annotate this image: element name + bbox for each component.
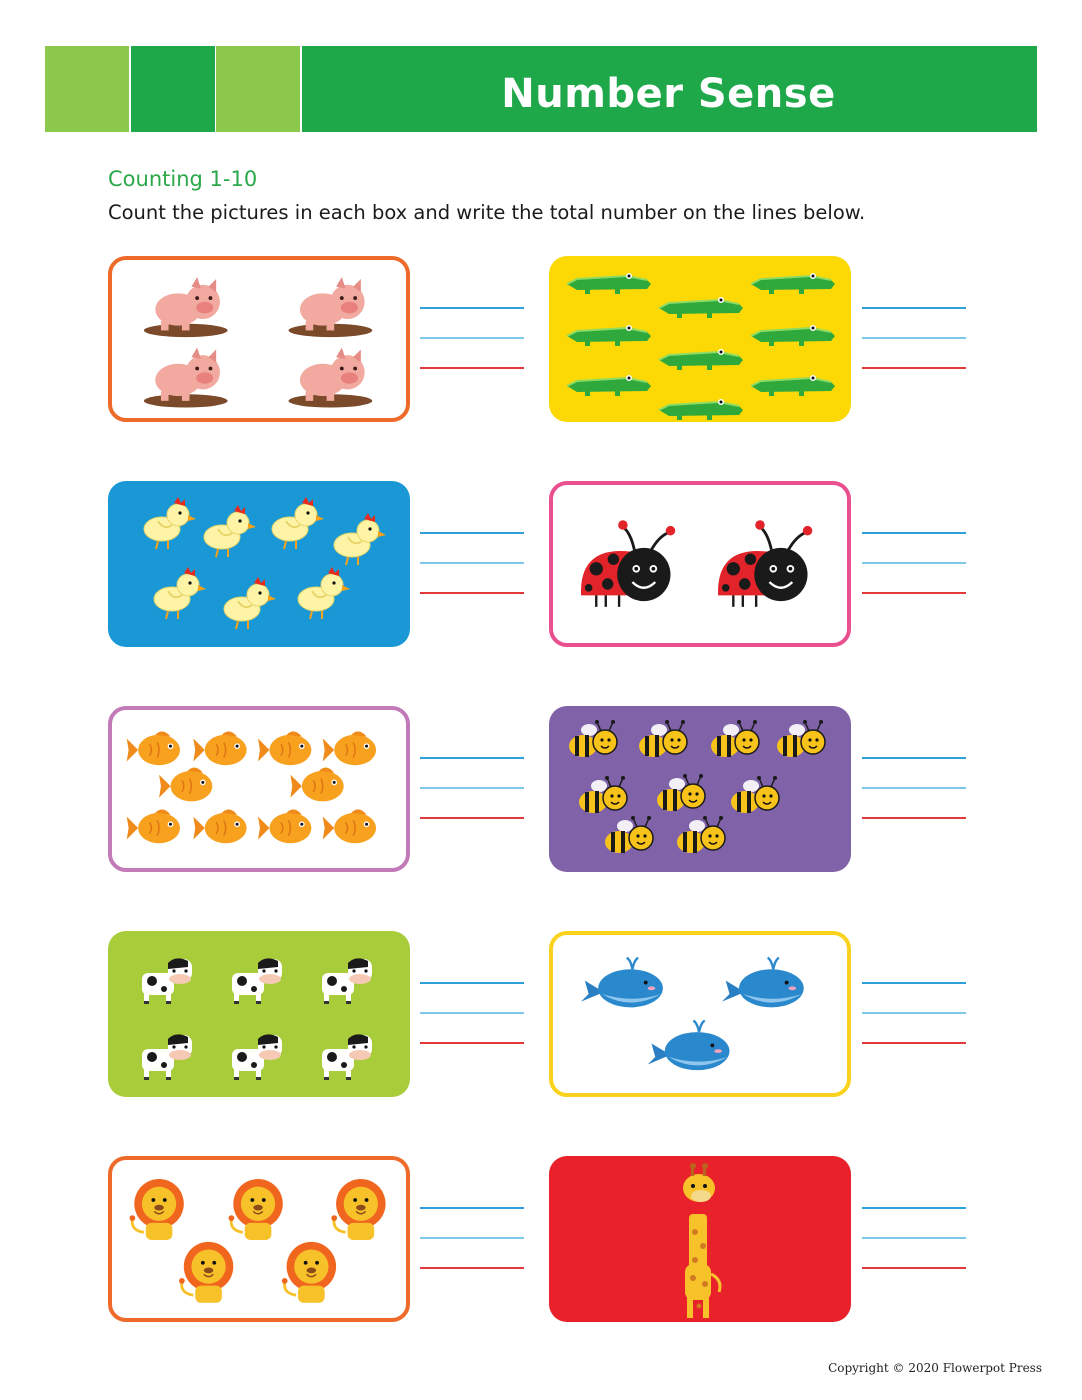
bee-icon	[677, 816, 725, 853]
answer-line-bottom	[420, 1267, 524, 1269]
answer-lines[interactable]	[862, 1207, 966, 1273]
answer-lines[interactable]	[420, 532, 524, 598]
banner-stripe	[45, 46, 129, 132]
bee-icon	[731, 776, 779, 813]
crocodile-icon	[567, 273, 651, 294]
bee-icon	[579, 776, 627, 813]
answer-line-top	[420, 532, 524, 534]
chick-icon	[154, 567, 206, 619]
pig-icon	[144, 348, 228, 408]
answer-line-bottom	[862, 817, 966, 819]
bee-icon	[777, 720, 825, 757]
answer-lines[interactable]	[862, 982, 966, 1048]
answer-line-bottom	[420, 817, 524, 819]
answer-line-top	[420, 982, 524, 984]
answer-line-bottom	[862, 1267, 966, 1269]
answer-lines[interactable]	[420, 1207, 524, 1273]
answer-line-top	[862, 982, 966, 984]
ladybug-picture-box	[549, 481, 851, 647]
goldfish-icon	[159, 768, 212, 802]
bees-illustration	[549, 706, 851, 872]
answer-line-middle	[420, 562, 524, 564]
goldfish-icon	[193, 809, 246, 843]
crocodile-picture-box	[549, 256, 851, 422]
crocodile-icon	[567, 375, 651, 396]
bee-icon	[657, 774, 705, 811]
lion-icon	[179, 1242, 233, 1303]
pigs-illustration	[112, 260, 406, 418]
bee-icon	[711, 720, 759, 757]
giraffe-picture-box	[549, 1156, 851, 1322]
bee-picture-box	[549, 706, 851, 872]
cow-icon	[322, 958, 372, 1004]
answer-lines[interactable]	[862, 532, 966, 598]
answer-line-middle	[862, 787, 966, 789]
title-banner	[45, 46, 1037, 132]
answer-line-top	[862, 307, 966, 309]
answer-line-top	[420, 757, 524, 759]
answer-lines[interactable]	[420, 757, 524, 823]
whale-picture-box	[549, 931, 851, 1097]
copyright-notice: Copyright © 2020 Flowerpot Press	[828, 1361, 1042, 1375]
answer-lines[interactable]	[862, 757, 966, 823]
answer-line-bottom	[862, 367, 966, 369]
answer-line-bottom	[420, 1042, 524, 1044]
whales-illustration	[553, 935, 847, 1093]
chick-icon	[204, 505, 256, 557]
cow-icon	[142, 1034, 192, 1080]
chicks-illustration	[108, 481, 410, 647]
answer-lines[interactable]	[420, 982, 524, 1048]
answer-lines[interactable]	[862, 307, 966, 373]
lion-picture-box	[108, 1156, 410, 1322]
whale-icon	[581, 958, 663, 1007]
lion-icon	[229, 1179, 283, 1240]
goldfish-icon	[258, 731, 311, 765]
lions-illustration	[112, 1160, 406, 1318]
goldfish-icon	[193, 731, 246, 765]
giraffe-icon	[683, 1163, 720, 1318]
answer-line-top	[420, 307, 524, 309]
banner-divider	[129, 46, 131, 132]
goldfish-icon	[290, 768, 343, 802]
goldfish-icon	[323, 731, 376, 765]
cow-icon	[232, 958, 282, 1004]
answer-line-middle	[862, 1237, 966, 1239]
answer-line-middle	[420, 787, 524, 789]
answer-line-bottom	[862, 1042, 966, 1044]
section-subtitle: Counting 1-10	[108, 167, 258, 191]
pig-picture-box	[108, 256, 410, 422]
goldfish-picture-box	[108, 706, 410, 872]
cow-icon	[142, 958, 192, 1004]
goldfish-icon	[323, 809, 376, 843]
goldfish-illustration	[112, 710, 406, 868]
crocodile-icon	[751, 273, 835, 294]
crocodile-icon	[567, 325, 651, 346]
cow-icon	[322, 1034, 372, 1080]
chick-icon	[334, 513, 386, 565]
whale-icon	[648, 1021, 730, 1070]
goldfish-icon	[258, 809, 311, 843]
answer-line-middle	[420, 337, 524, 339]
pig-icon	[144, 277, 228, 337]
answer-line-middle	[420, 1012, 524, 1014]
lion-icon	[331, 1179, 385, 1240]
cow-icon	[232, 1034, 282, 1080]
goldfish-icon	[127, 809, 180, 843]
chick-picture-box	[108, 481, 410, 647]
bee-icon	[639, 720, 687, 757]
cows-illustration	[108, 931, 410, 1097]
lion-icon	[282, 1242, 336, 1303]
ladybug-icon	[581, 520, 675, 607]
answer-line-bottom	[862, 592, 966, 594]
chick-icon	[144, 497, 196, 549]
crocodile-icon	[659, 399, 743, 420]
instructions-text: Count the pictures in each box and write the total number on the lines below.	[108, 201, 866, 224]
answer-lines[interactable]	[420, 307, 524, 373]
pig-icon	[289, 277, 373, 337]
crocodile-icon	[659, 349, 743, 370]
chick-icon	[224, 577, 276, 629]
pig-icon	[289, 348, 373, 408]
page-title: Number Sense	[501, 71, 836, 117]
answer-line-top	[862, 1207, 966, 1209]
crocodile-icon	[751, 325, 835, 346]
whale-icon	[722, 958, 804, 1007]
chick-icon	[272, 497, 324, 549]
answer-line-top	[420, 1207, 524, 1209]
ladybugs-illustration	[553, 485, 847, 643]
bee-icon	[605, 816, 653, 853]
answer-line-bottom	[420, 367, 524, 369]
bee-icon	[569, 720, 617, 757]
answer-line-middle	[420, 1237, 524, 1239]
answer-line-top	[862, 532, 966, 534]
answer-line-middle	[862, 562, 966, 564]
answer-line-top	[862, 757, 966, 759]
lion-icon	[130, 1179, 184, 1240]
answer-line-middle	[862, 337, 966, 339]
goldfish-icon	[127, 731, 180, 765]
crocodiles-illustration	[549, 256, 851, 422]
ladybug-icon	[718, 520, 812, 607]
answer-line-bottom	[420, 592, 524, 594]
cow-picture-box	[108, 931, 410, 1097]
giraffe-illustration	[549, 1156, 851, 1322]
answer-line-middle	[862, 1012, 966, 1014]
crocodile-icon	[659, 297, 743, 318]
crocodile-icon	[751, 375, 835, 396]
chick-icon	[298, 567, 350, 619]
banner-stripe	[216, 46, 300, 132]
